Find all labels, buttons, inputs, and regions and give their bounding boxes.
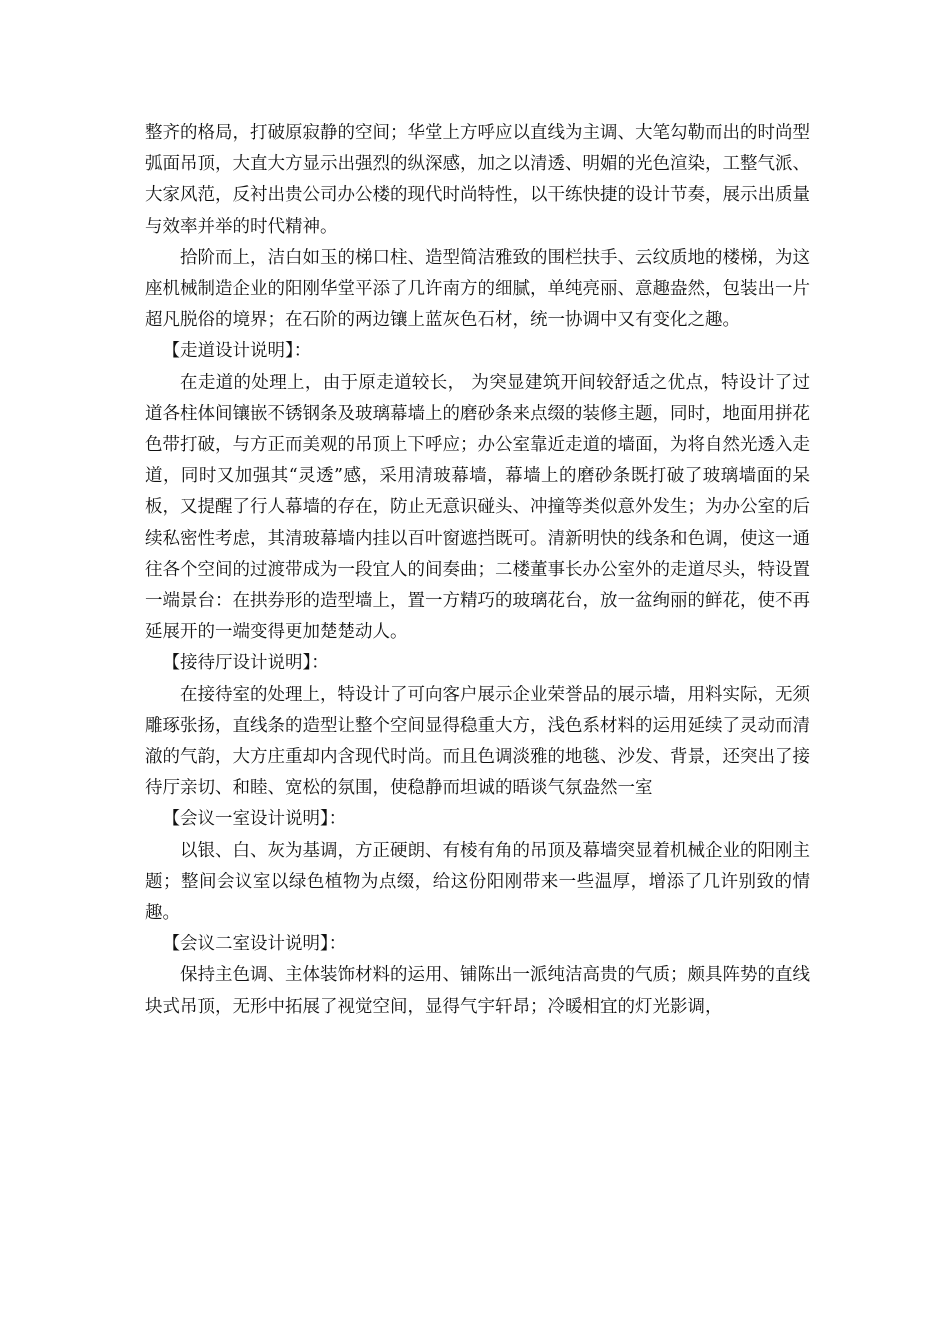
section-heading-meeting-room-two: 【会议二室设计说明】： xyxy=(162,934,347,955)
paragraph-stairs: 拾阶而上，洁白如玉的梯口柱、造型简洁雅致的围栏扶手、云纹质地的楼梯，为这座机械制造企业的阳刚华堂平添了几许南方的细腻，单纯亮丽、意趣盎然，包装出一片超凡脱俗的境界；在石阶的两边镶上蓝灰色石材，统一协调中又有变化之趣。 xyxy=(145,247,810,331)
paragraph-meeting-room-two: 保持主色调、主体装饰材料的运用、铺陈出一派纯洁高贵的气质；颇具阵势的直线块式吊顶，无形中拓展了视觉空间，显得气宇轩昂；冷暖相宜的灯光影调， xyxy=(145,965,810,1017)
section-heading-reception: 【接待厅设计说明】： xyxy=(162,653,329,674)
paragraph-corridor: 在走道的处理上，由于原走道较长， 为突显建筑开间较舒适之优点，特设计了过道各柱体间镶嵌不锈钢条及玻璃幕墙上的磨砂条来点缀的装修主题，同时，地面用拼花色带打破，与方正而美观的吊顶上下呼应；办公室靠近走道的墙面，为将自然光透入走道，同时又加强其“灵透”感，采用清玻幕墙，幕墙上的磨砂条既打破了玻璃墙面的呆板，又提醒了行人幕墙的存在，防止无意识碰头、冲撞等类似意外发生；为办公室的后续私密性考虑，其清玻幕墙内挂以百叶窗遮挡既可。清新明快的线条和色调，使这一通往各个空间的过渡带成为一段宜人的间奏曲；二楼董事长办公室外的走道尽头，特设置一端景台：在拱券形的造型墙上，置一方精巧的玻璃花台，放一盆绚丽的鲜花，使不再延展开的一端变得更加楚楚动人。 xyxy=(145,372,810,643)
section-heading-meeting-room-one: 【会议一室设计说明】： xyxy=(162,809,347,830)
paragraph-reception: 在接待室的处理上，特设计了可向客户展示企业荣誉品的展示墙，用料实际，无须雕琢张扬，直线条的造型让整个空间显得稳重大方，浅色系材料的运用延续了灵动而清澈的气韵，大方庄重却内含现代时尚。而且色调淡雅的地毯、沙发、背景，还突出了接待厅亲切、和睦、宽松的氛围，使稳静而坦诚的晤谈气氛盎然一室 xyxy=(145,684,810,799)
paragraph-lobby-intro: 整齐的格局，打破原寂静的空间；华堂上方呼应以直线为主调、大笔勾勒而出的时尚型弧面吊顶，大直大方显示出强烈的纵深感，加之以清透、明媚的光色渲染，工整气派、大家风范，反衬出贵公司办公楼的现代时尚特性，以干练快捷的设计节奏，展示出质量与效率并举的时代精神。 xyxy=(145,123,810,237)
section-heading-corridor: 【走道设计说明】： xyxy=(162,341,312,362)
paragraph-meeting-room-one: 以银、白、灰为基调，方正硬朗、有棱有角的吊顶及幕墙突显着机械企业的阳刚主题；整间会议室以绿色植物为点缀，给这份阳刚带来一些温厚，增添了几许别致的情趣。 xyxy=(145,840,810,924)
